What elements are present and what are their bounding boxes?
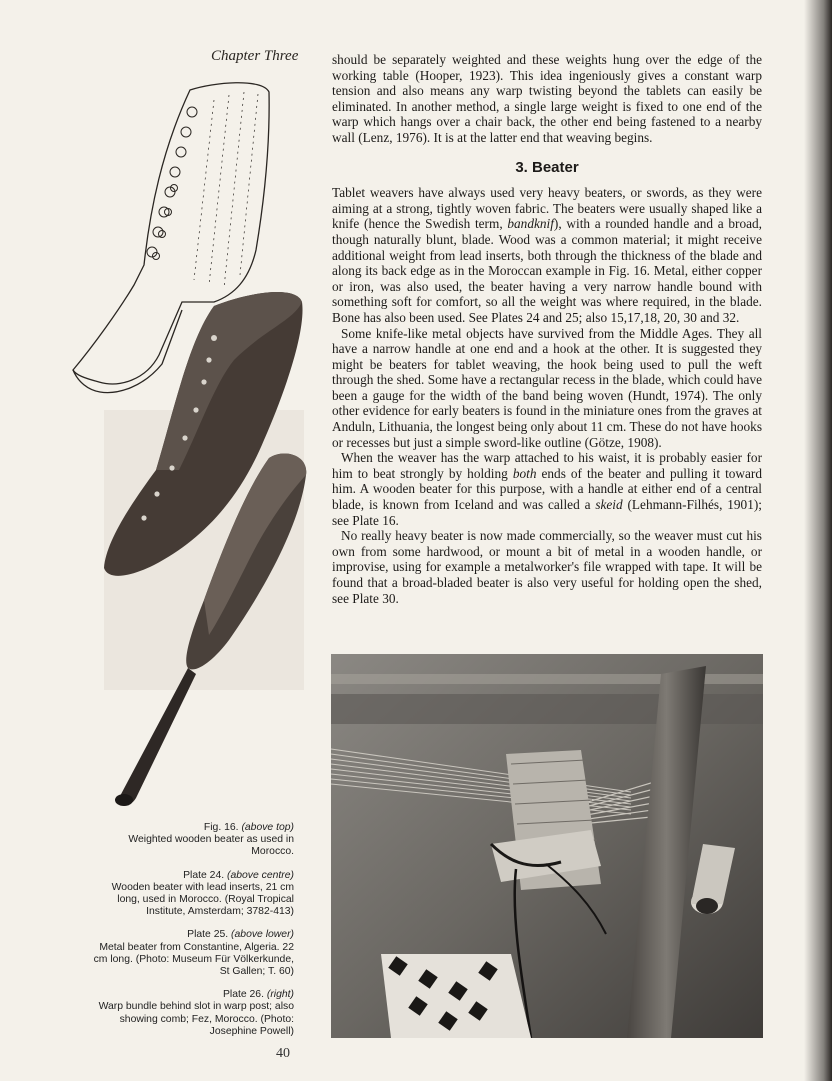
icelandic-term: skeid <box>595 497 623 513</box>
caption-head <box>88 989 294 1001</box>
plate26-warp-photo <box>331 654 763 1038</box>
page-number: 40 <box>276 1046 290 1061</box>
paragraph-beater-intro <box>332 185 762 325</box>
beater-figures <box>64 70 324 810</box>
caption-text: Warp bundle behind slot in warp post; also showing comb; Fez, Morocco. (Photo: Josephine Powell) <box>98 1001 294 1037</box>
caption-position: (right) <box>266 989 294 1001</box>
section-heading: 3. Beater <box>515 158 579 176</box>
paragraph-text: Tablet weavers have always used very heavy beaters, or swords, as they were aiming at a strong, tightly woven fabric. The beaters were usually shaped like a knife (hence the Swedish term, <box>332 185 762 232</box>
paragraph-middle-ages: Some knife-like metal objects have survived from the Middle Ages. They all have a narrow handle at one end and a hook at the other. It is suggested they might be beaters for tablet weaving, the hook being used to pull the weft through the shed. Some have a rectangular recess in the blade, which could have been a gauge for the width of the band being woven (Hundt, 1974). The only other evidence for early beaters is found in the miniature ones from the graves at Anduln, Lithuania, the longest being only about 11 cm. These do not have hooks or recesses but just a simple sword-like outline (Götze, 1908). <box>332 325 762 450</box>
paragraph-text: ends of the beater and pulling it toward him. A wooden beater for this purpose, with a handle at either end of a central blade, is known from Iceland and was called a <box>332 465 763 513</box>
caption-head <box>88 822 294 834</box>
swedish-term: bandknif <box>507 216 554 232</box>
caption-position: (above top) <box>241 822 294 833</box>
caption-plate24 <box>88 870 294 919</box>
beater-figures-svg <box>64 70 324 810</box>
caption-plate25 <box>88 929 294 978</box>
caption-label: Plate 24. <box>183 869 225 881</box>
paragraph-text: (Lehmann-Filhés, 1901); see Plate 16. <box>332 497 762 528</box>
caption-head <box>88 870 294 882</box>
paragraph-commercial: No really heavy beater is now made commercially, so the weaver must cut his own from some hardwood, or mount a bit of metal in a wooden handle, or improvise, using for example a metalworker's file wrapped with tape. It will be found that a broad-bladed beater is also very useful for holding open the shed, see Plate 30. <box>332 528 762 606</box>
caption-head <box>88 929 294 941</box>
running-head: Chapter Three <box>211 48 299 64</box>
caption-label: Plate 26. <box>222 989 264 1001</box>
body-text-column <box>332 52 762 606</box>
caption-position: (above centre) <box>227 869 294 881</box>
plate26-photo <box>331 654 763 1038</box>
paragraph-text: ), with a rounded handle and a broad, though naturally blunt, blade. Wood was a common material; it might receive additional weight from lead inserts, both through the thickness of the blade and along its back edge as in the Moroccan example in Fig. 16. Metal, either copper or iron, was also used, the beater having a very narrow handle bound with something soft for comfort, so all the weight was where required, in the blade. Bone has also been used. See Plates 24 and 25; also 15,17,18, 20, 30 and 32. <box>332 216 762 325</box>
caption-label: Fig. 16. <box>203 822 239 833</box>
paragraph-continued: should be separately weighted and these weights hung over the edge of the working table (Hooper, 1923). This idea ingeniously gives a constant warp tension and also means any warp twisting beyond the tablets can easily be eliminated. In another method, a single large weight is fixed to one end of the warp which hangs over a chair back, the other end being fastened to a nearby wall (Lenz, 1976). It is at the latter end that weaving begins. <box>332 52 762 145</box>
caption-text: Weighted wooden beater as used in Morocco. <box>128 834 294 858</box>
page-gutter-shadow <box>804 0 832 1081</box>
caption-fig16 <box>88 822 294 859</box>
paragraph-warp-waist <box>332 450 762 528</box>
caption-position: (above lower) <box>231 929 294 941</box>
tile-floor <box>381 954 531 1038</box>
figure-captions <box>88 822 294 1049</box>
caption-text: Metal beater from Constantine, Algeria. 22 cm long. (Photo: Museum Für Völkerkunde, St Gallen; T. 60) <box>93 941 294 978</box>
caption-label: Plate 25. <box>187 929 229 941</box>
caption-plate26 <box>88 989 294 1038</box>
emphasis-both: both <box>512 465 537 481</box>
paragraph-text: When the weaver has the warp attached to his waist, it is probably easier for him to beat strongly by holding <box>332 450 762 481</box>
caption-text: Wooden beater with lead inserts, 21 cm long, used in Morocco. (Royal Tropical Institute, Amsterdam; 3782-413) <box>111 881 294 918</box>
